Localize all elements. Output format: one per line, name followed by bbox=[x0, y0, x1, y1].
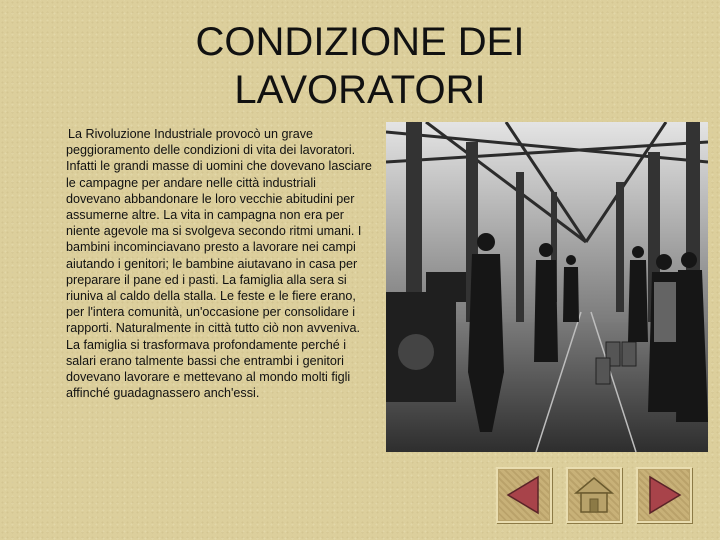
body-paragraph: La Rivoluzione Industriale provocò un grave peggioramento delle condizioni di vita dei lavoratori. Infatti le grandi masse di uomini che dovevano lasciare le campagne per andare nelle città industriali dovevano abbandonare le loro vecchie abitudini per assumerne altre. La vita in campagna non era per niente agevole ma si svolgeva secondo ritmi umani. I bambini incominciavano presto a lavorare nei campi aiutando i genitori; le bambine aiutavano in casa per preparare il pane ed i pasti. La famiglia alla sera si riuniva al caldo della stalla. Le feste e le fiere erano, per l'intera comunità, un'occasione per consolidare i rapporti. Naturalmente in città tutto ciò non avveniva. La famiglia si trasformava profondamente perché i salari erano talmente bassi che entrambi i genitori dovevano lavorare e mettevano al mondo molti figli affinché guadagnassero anch'essi. bbox=[66, 127, 372, 401]
previous-slide-button[interactable] bbox=[496, 467, 552, 523]
next-slide-button[interactable] bbox=[636, 467, 692, 523]
triangle-left-icon bbox=[498, 469, 550, 521]
title-line-2: LAVORATORI bbox=[234, 68, 486, 112]
triangle-right-icon bbox=[638, 469, 690, 521]
slide-title bbox=[120, 18, 600, 114]
factory-workers-photo bbox=[386, 122, 708, 452]
title-line-1: CONDIZIONE DEI bbox=[195, 20, 525, 64]
factory-photo-illustration bbox=[386, 122, 708, 452]
home-button[interactable] bbox=[566, 467, 622, 523]
house-icon bbox=[568, 469, 620, 521]
